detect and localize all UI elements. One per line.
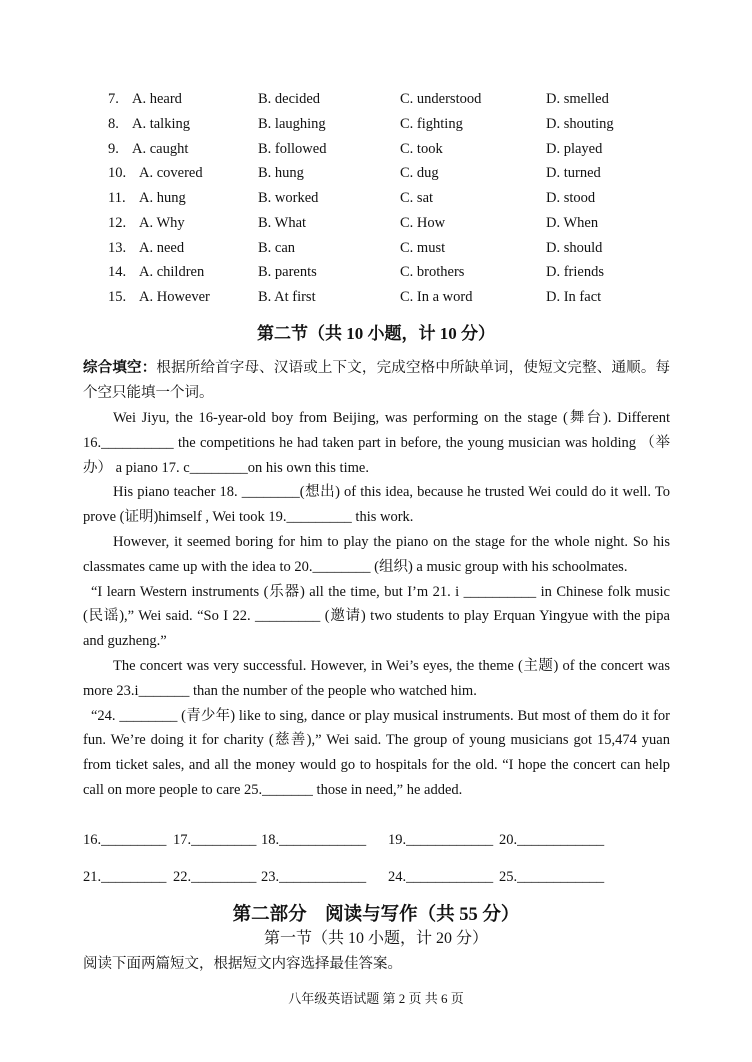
option-d[interactable]: D. When [546, 215, 599, 231]
option-row [0, 286, 752, 308]
option-c[interactable]: C. brothers [400, 264, 465, 280]
passage-paragraph-3: However, it seemed boring for him to play the piano on the stage for the whole night. So his classmates came up with the idea to 20.________ (组织) a music group with his schoolmates. [83, 533, 670, 575]
option-c[interactable]: C. In a word [400, 289, 473, 305]
option-b[interactable]: B. can [258, 240, 296, 256]
option-row [0, 88, 752, 110]
option-b[interactable]: B. followed [258, 141, 327, 157]
option-c[interactable]: C. dug [400, 165, 439, 181]
option-a[interactable]: A. hung [139, 190, 186, 206]
option-row [0, 113, 752, 135]
answer-blank-18[interactable]: 18.____________ [261, 832, 367, 848]
option-d[interactable]: D. played [546, 141, 603, 157]
option-a[interactable]: A. need [139, 240, 185, 256]
answer-blank-17[interactable]: 17._________ [173, 832, 257, 848]
answer-blank-23[interactable]: 23.____________ [261, 869, 367, 885]
option-c[interactable]: C. took [400, 141, 443, 157]
option-d[interactable]: D. In fact [546, 289, 602, 305]
option-row [0, 162, 752, 184]
question-number: 9. [108, 141, 119, 157]
option-row [0, 187, 752, 209]
option-c[interactable]: C. sat [400, 190, 434, 206]
passage-paragraph-5: The concert was very successful. However, in Wei’s eyes, the theme (主题) of the concert was more 23.i_______ than the number of the people who watched him. [83, 657, 670, 699]
option-d[interactable]: D. should [546, 240, 603, 256]
question-number: 11. [108, 190, 126, 206]
part2-instruction: 阅读下面两篇短文，根据短文内容选择最佳答案。 [83, 956, 402, 972]
option-d[interactable]: D. turned [546, 165, 601, 181]
option-a[interactable]: A. covered [139, 165, 203, 181]
answer-blank-16[interactable]: 16._________ [83, 832, 167, 848]
option-d[interactable]: D. friends [546, 264, 604, 280]
question-number: 10. [108, 165, 127, 181]
option-c[interactable]: C. fighting [400, 116, 463, 132]
passage-paragraph-6: “24. ________ (青少年) like to sing, dance or play musical instruments. But most of them do it for fun. We’re doing it for charity (慈善),” Wei said. The group of young musicians got 15,474 yuan from ticket sales, and all the money would go to hospitals for the old. “I hope the concert can help call on more people to care 25._______ those in need,” he added. [83, 707, 670, 798]
answer-blank-21[interactable]: 21._________ [83, 869, 167, 885]
answer-blank-22[interactable]: 22._________ [173, 869, 257, 885]
part2-title: 第二部分 阅读与写作（共 55 分） [232, 905, 520, 925]
passage-paragraph-2: His piano teacher 18. ________(想出) of this idea, because he trusted Wei could do it well. To prove (证明)himself , Wei took 19._________ this work. [83, 484, 670, 526]
option-a[interactable]: A. heard [132, 91, 182, 107]
option-b[interactable]: B. What [258, 215, 307, 231]
instructions [83, 356, 670, 406]
option-c[interactable]: C. How [400, 215, 446, 231]
answer-blank-24[interactable]: 24.____________ [388, 869, 494, 885]
option-b[interactable]: B. decided [258, 91, 321, 107]
option-a[interactable]: A. children [139, 264, 205, 280]
option-b[interactable]: B. At first [258, 289, 316, 305]
page-footer: 八年级英语试题 第 2 页 共 6 页 [288, 991, 464, 1006]
option-d[interactable]: D. smelled [546, 91, 609, 107]
option-d[interactable]: D. shouting [546, 116, 614, 132]
option-row [0, 212, 752, 234]
option-a[interactable]: A. Why [139, 215, 185, 231]
option-row [0, 261, 752, 283]
question-number: 12. [108, 215, 127, 231]
passage-paragraph-4: “I learn Western instruments (乐器) all the time, but I’m 21. i __________ in Chinese folk music (民谣),” Wei said. “So I 22. _________ (邀请) two students to play Erquan Yingyue with the pipa and guzheng.” [83, 583, 670, 650]
answer-blank-25[interactable]: 25.____________ [499, 869, 605, 885]
answer-blank-19[interactable]: 19.____________ [388, 832, 494, 848]
section-title: 第二节（共 10 小题，计 10 分） [257, 324, 495, 343]
part2-subtitle: 第一节（共 10 小题，计 20 分） [263, 930, 488, 947]
question-number: 7. [108, 91, 119, 107]
question-number: 14. [108, 264, 127, 280]
option-c[interactable]: C. understood [400, 91, 482, 107]
option-row [0, 138, 752, 160]
option-b[interactable]: B. parents [258, 264, 317, 280]
instructions-label: 综合填空： [83, 360, 157, 376]
option-a[interactable]: A. talking [132, 116, 190, 132]
passage-paragraph-1: Wei Jiyu, the 16-year-old boy from Beijing, was performing on the stage (舞台). Different 16.__________ the competitions he had taken part in before, the young musician was holding （举办） a piano 17. c________on his own this time. [83, 410, 670, 476]
option-a[interactable]: A. However [139, 289, 210, 305]
option-b[interactable]: B. laughing [258, 116, 326, 132]
option-b[interactable]: B. hung [258, 165, 304, 181]
option-b[interactable]: B. worked [258, 190, 319, 206]
option-c[interactable]: C. must [400, 240, 446, 256]
option-a[interactable]: A. caught [132, 141, 189, 157]
passage [83, 406, 670, 803]
question-number: 8. [108, 116, 119, 132]
question-number: 13. [108, 240, 127, 256]
answer-blank-20[interactable]: 20.____________ [499, 832, 605, 848]
option-d[interactable]: D. stood [546, 190, 596, 206]
question-number: 15. [108, 289, 127, 305]
instructions-text: 根据所给首字母、汉语或上下文，完成空格中所缺单词，使短文完整、通顺。每个空只能填一个词。 [83, 360, 671, 401]
option-row [0, 237, 752, 259]
